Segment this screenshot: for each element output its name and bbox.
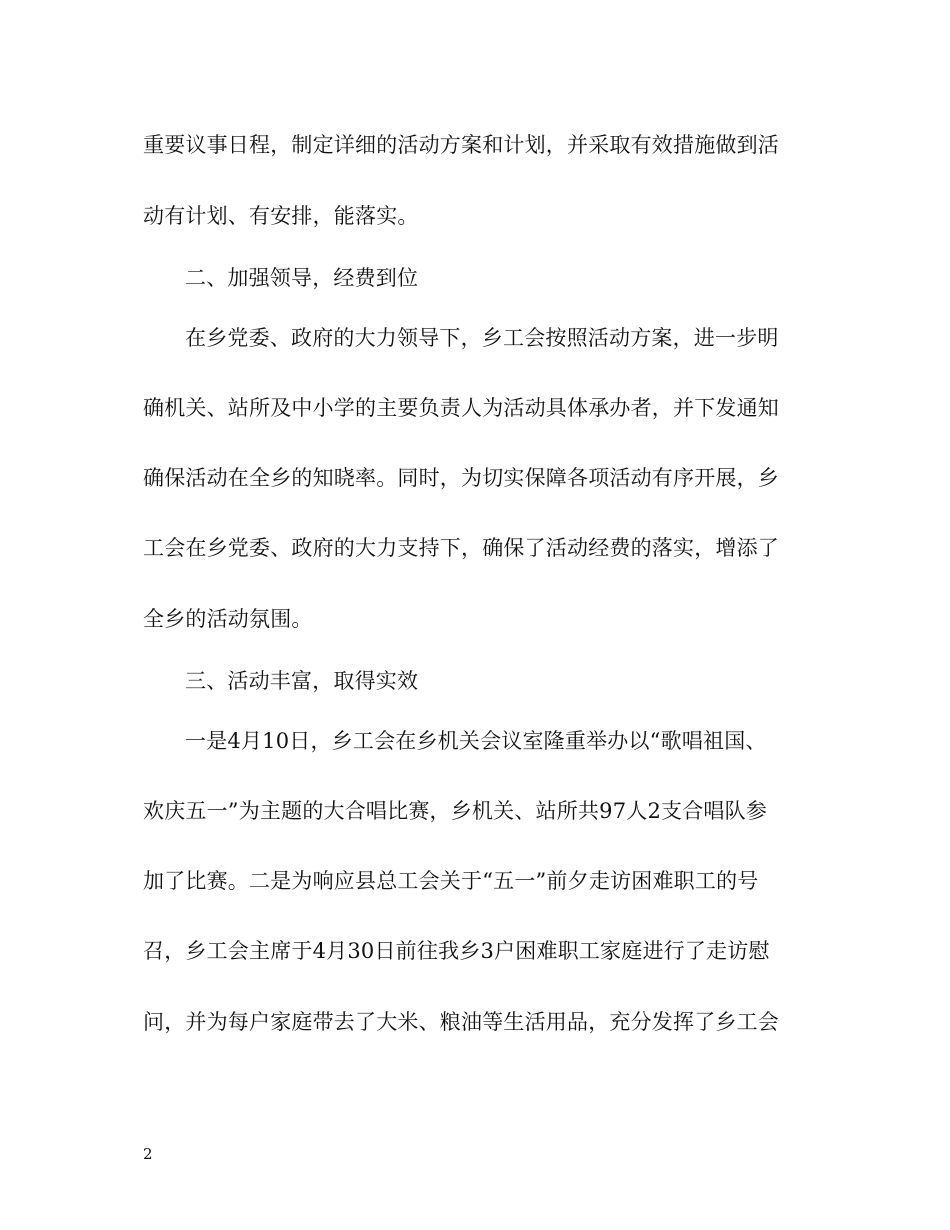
paragraph-line: 一是4月10日，乡工会在乡机关会议室隆重举办以“歌唱祖国、 [185,729,767,753]
paragraph-line: 召，乡工会主席于4月30日前往我乡3户困难职工家庭进行了走访慰 [143,939,770,963]
paragraph-line: 确保活动在全乡的知晓率。同时，为切实保障各项活动有序开展，乡 [143,466,779,490]
paragraph-line: 工会在乡党委、政府的大力支持下，确保了活动经费的落实，增添了 [143,536,779,560]
section-heading: 二、加强领导，经费到位 [185,266,419,290]
paragraph-line: 在乡党委、政府的大力领导下，乡工会按照活动方案，进一步明 [185,326,779,350]
section-heading: 三、活动丰富，取得实效 [185,669,419,693]
paragraph-line: 确机关、站所及中小学的主要负责人为活动具体承办者，并下发通知 [143,396,779,420]
paragraph-line: 加了比赛。二是为响应县总工会关于“五一”前夕走访困难职工的号 [143,869,759,893]
paragraph-line: 欢庆五一”为主题的大合唱比赛，乡机关、站所共97人2支合唱队参 [143,799,768,823]
paragraph-line: 问，并为每户家庭带去了大米、粮油等生活用品，充分发挥了乡工会 [143,1010,779,1034]
paragraph-line: 全乡的活动氛围。 [143,607,313,631]
paragraph-line: 动有计划、有安排，能落实。 [143,204,419,228]
page-number: 2 [143,1145,153,1163]
paragraph-line: 重要议事日程，制定详细的活动方案和计划，并采取有效措施做到活 [143,133,779,157]
